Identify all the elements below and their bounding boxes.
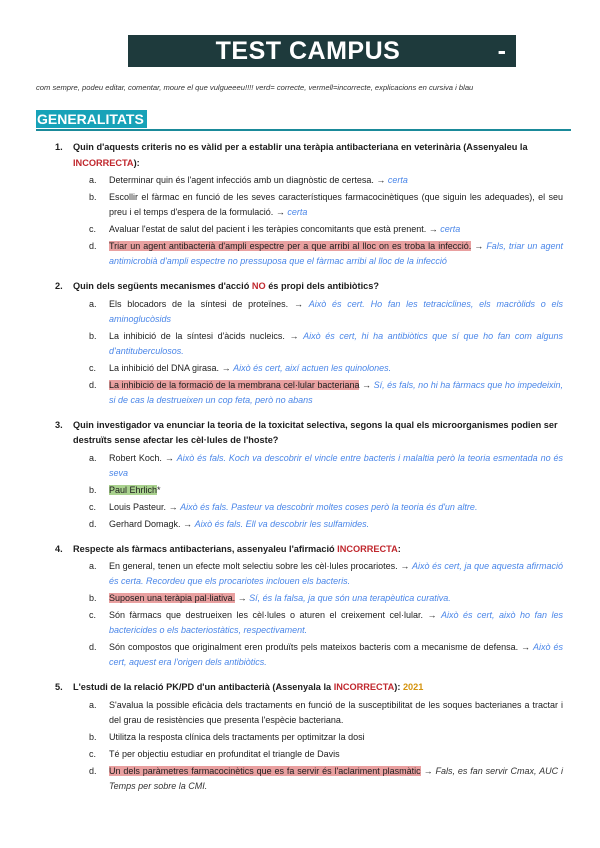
question-text-end: ): [133, 157, 140, 168]
question-year: 2021 [402, 682, 424, 692]
answer-text: Robert Koch. [109, 452, 162, 463]
question-text: Quin investigador va enunciar la teoria de la toxicitat selectiva, segons la qual els microorganismes podien ser destruïts sense afectar les cèl·lules de l'hoste? [73, 419, 558, 445]
arrow-icon: → [289, 330, 299, 341]
answer-option [89, 297, 563, 327]
question-5 [55, 680, 563, 696]
answer-letter: c. [89, 610, 97, 620]
answer-comment: Això és fals. Pasteur va descobrir moltes coses però la teoria és d'un altre. [180, 501, 478, 512]
answer-option [89, 698, 563, 728]
answer-text: Triar un agent antibacterià d'ampli espectre per a que arribi al lloc on es troba la infecció. [109, 241, 472, 251]
answer-option [89, 239, 563, 269]
answer-text: Són fàrmacs que destrueixen les cèl·lules o aturen el creixement cel·lular. [109, 610, 424, 620]
question-number: 3. [55, 419, 63, 430]
answer-text: Suposen una teràpia pal·liativa. [109, 593, 236, 603]
answer-suffix: * [157, 484, 161, 495]
answer-text: En general, tenen un efecte molt selectiu sobre les cèl·lules procariotes. [109, 561, 398, 571]
question-number: 4. [55, 543, 63, 554]
answer-option [89, 500, 563, 515]
answer-option [89, 222, 563, 237]
answer-letter: d. [89, 518, 97, 529]
arrow-icon: → [237, 593, 247, 603]
arrow-icon: → [423, 765, 433, 776]
answer-comment: certa [387, 175, 408, 185]
answer-option [89, 559, 563, 589]
arrow-icon: → [400, 561, 410, 571]
answer-comment: Fals, triar un agent antimicrobià d'ampli espectre no pressuposa que el fàrmac arribi al lloc de la infecció [109, 241, 563, 266]
answer-text: Té per objectiu estudiar en profunditat el triangle de Davis [109, 748, 340, 759]
arrow-icon: → [376, 175, 386, 185]
answer-letter: a. [89, 298, 97, 309]
question-emphasis: INCORRECTA [73, 157, 134, 168]
answer-option [89, 640, 563, 670]
arrow-icon: → [427, 610, 437, 620]
answer-letter: b. [89, 731, 97, 742]
answer-letter: a. [89, 561, 97, 571]
question-3 [55, 418, 563, 449]
answer-list [0, 173, 600, 269]
answer-letter: b. [89, 330, 97, 341]
question-number: 1. [55, 142, 63, 152]
answer-letter: c. [89, 224, 97, 234]
answer-list [0, 559, 600, 670]
answer-letter: d. [89, 241, 97, 251]
question-number: 2. [55, 281, 63, 291]
answer-option [89, 608, 563, 638]
answer-letter: d. [89, 765, 97, 776]
answer-option [89, 747, 563, 762]
answer-text: Un dels paràmetres farmacocinètics que es fa servir és l'aclariment plasmàtic [109, 765, 421, 776]
answer-letter: c. [89, 748, 97, 759]
answer-option [89, 190, 563, 220]
answer-comment: certa [440, 224, 461, 234]
answer-letter: a. [89, 452, 97, 463]
question-text: Quin d'aquests criteris no es vàlid per a establir una teràpia antibacteriana en veterinària (Assenyaleu la [73, 142, 528, 152]
answer-letter: c. [89, 501, 97, 512]
section-title: GENERALITATS [36, 110, 147, 128]
arrow-icon: → [521, 642, 531, 652]
page-title: TEST CAMPUS [215, 36, 401, 65]
answer-option [89, 764, 563, 794]
question-emphasis: NO [251, 281, 266, 291]
answer-text: S'avalua la possible eficàcia dels tractaments en funció de la susceptibilitat de les soques bacterianes a tractar i del grau de resistències que presenta l'espècie bacteriana. [109, 699, 563, 725]
answer-text: La inhibició del DNA girasa. [109, 362, 220, 373]
answer-letter: d. [89, 642, 97, 652]
answer-comment: Això és cert. Ho fan les tetraciclines, els macròlids o els aminoglucòsids [109, 298, 563, 324]
answer-list [0, 698, 600, 794]
answer-letter: b. [89, 192, 97, 202]
answer-comment: Això és fals. Koch va descobrir el vincle entre bacteris i malaltia però la teoria esmentada no és seva [109, 452, 563, 478]
answer-text: Utilitza la resposta clínica dels tractaments per optimitzar la dosi [109, 731, 365, 742]
arrow-icon: → [362, 379, 372, 390]
answer-text: La inhibició de la síntesi d'àcids nucleics. [109, 330, 285, 341]
title-dash: - [497, 36, 506, 65]
question-text-end: ): [394, 682, 403, 692]
answer-letter: a. [89, 699, 97, 710]
answer-comment: Això és cert, així actuen les quinolones. [233, 362, 392, 373]
answer-letter: b. [89, 593, 97, 603]
question-1 [55, 140, 563, 171]
question-4 [55, 542, 563, 558]
section-header [36, 110, 571, 131]
answer-comment: Això és cert, ja que aquesta afirmació és certa. Recordeu que els procariotes inclouen els bacteris. [109, 561, 563, 586]
answer-comment: Això és fals. Ell va descobrir les sulfamides. [194, 518, 370, 529]
answer-option [89, 483, 563, 498]
answer-option [89, 173, 563, 188]
answer-letter: c. [89, 362, 97, 373]
arrow-icon: → [428, 224, 438, 234]
subtitle-note: com sempre, podeu editar, comentar, moure el que vulgueeeu!!!! verd= correcte, vermell=incorrecte, explicacions en cursiva i blau [36, 83, 474, 92]
questions-list [0, 140, 600, 804]
answer-letter: a. [89, 175, 97, 185]
question-text: Respecte als fàrmacs antibacterians, assenyaleu l'afirmació [73, 543, 338, 554]
arrow-icon: → [221, 362, 231, 373]
question-text-end: és propi dels antibiòtics? [265, 281, 379, 291]
answer-text: Són compostos que originalment eren produïts pels mateixos bacteris com a mecanisme de defensa. [109, 642, 519, 652]
arrow-icon: → [474, 241, 484, 251]
answer-comment: Sí, és la falsa, ja que són una terapèutica curativa. [249, 593, 451, 603]
answer-option [89, 451, 563, 481]
arrow-icon: → [164, 452, 174, 463]
question-emphasis: INCORRECTA [337, 543, 398, 554]
answer-comment: Això és cert, hi ha antibiòtics que sí que ho fan com alguns d'antituberculosos. [109, 330, 563, 356]
question-2 [55, 279, 563, 295]
answer-text: Gerhard Domagk. [109, 518, 181, 529]
arrow-icon: → [275, 207, 285, 217]
answer-text: Avaluar l'estat de salut del pacient i les teràpies concomitants que està prenent. [109, 224, 427, 234]
answer-comment: Això és cert, aquest era l'origen dels antibiòtics. [109, 642, 563, 667]
arrow-icon: → [183, 518, 193, 529]
answer-text: Louis Pasteur. [109, 501, 167, 512]
answer-comment: Sí, és fals, no hi ha fàrmacs que ho impedeixin, si de cas la destrueixen un cop feta, però no abans [109, 379, 563, 405]
answer-list [0, 297, 600, 408]
answer-comment: Això és cert, això ho fan les bactericides o els bacteriostàtics, respectivament. [109, 610, 563, 635]
answer-text: Escollir el fàrmac en funció de les seves característiques farmacocinètiques (que siguin les adequades), el seu preu i el temps d'espera de la formulació. [109, 192, 563, 217]
answer-option [89, 361, 563, 376]
answer-comment: certa [287, 207, 308, 217]
answer-text: Paul Ehrlich [109, 484, 158, 495]
answer-text: Determinar quin és l'agent infecciós amb un diagnòstic de certesa. [109, 175, 374, 185]
question-text: L'estudi de la relació PK/PD d'un antibacterià (Assenyala la [73, 682, 334, 692]
answer-option [89, 378, 563, 408]
title-banner [128, 35, 516, 67]
answer-option [89, 329, 563, 359]
answer-comment: Fals, es fan servir Cmax, AUC i Temps per sobre la CMI. [109, 765, 563, 791]
answer-list [0, 451, 600, 532]
answer-option [89, 517, 563, 532]
answer-text: Els blocadors de la síntesi de proteïnes. [109, 298, 289, 309]
question-emphasis: INCORRECTA [333, 682, 395, 692]
answer-letter: d. [89, 379, 97, 390]
question-number: 5. [55, 682, 63, 692]
answer-text: La inhibició de la formació de la membrana cel·lular bacteriana [109, 379, 360, 390]
question-text-end: : [397, 543, 401, 554]
arrow-icon: → [293, 298, 303, 309]
answer-letter: b. [89, 484, 97, 495]
answer-option [89, 730, 563, 745]
question-text: Quin dels següents mecanismes d'acció [73, 281, 252, 291]
answer-option [89, 591, 563, 606]
arrow-icon: → [168, 501, 178, 512]
